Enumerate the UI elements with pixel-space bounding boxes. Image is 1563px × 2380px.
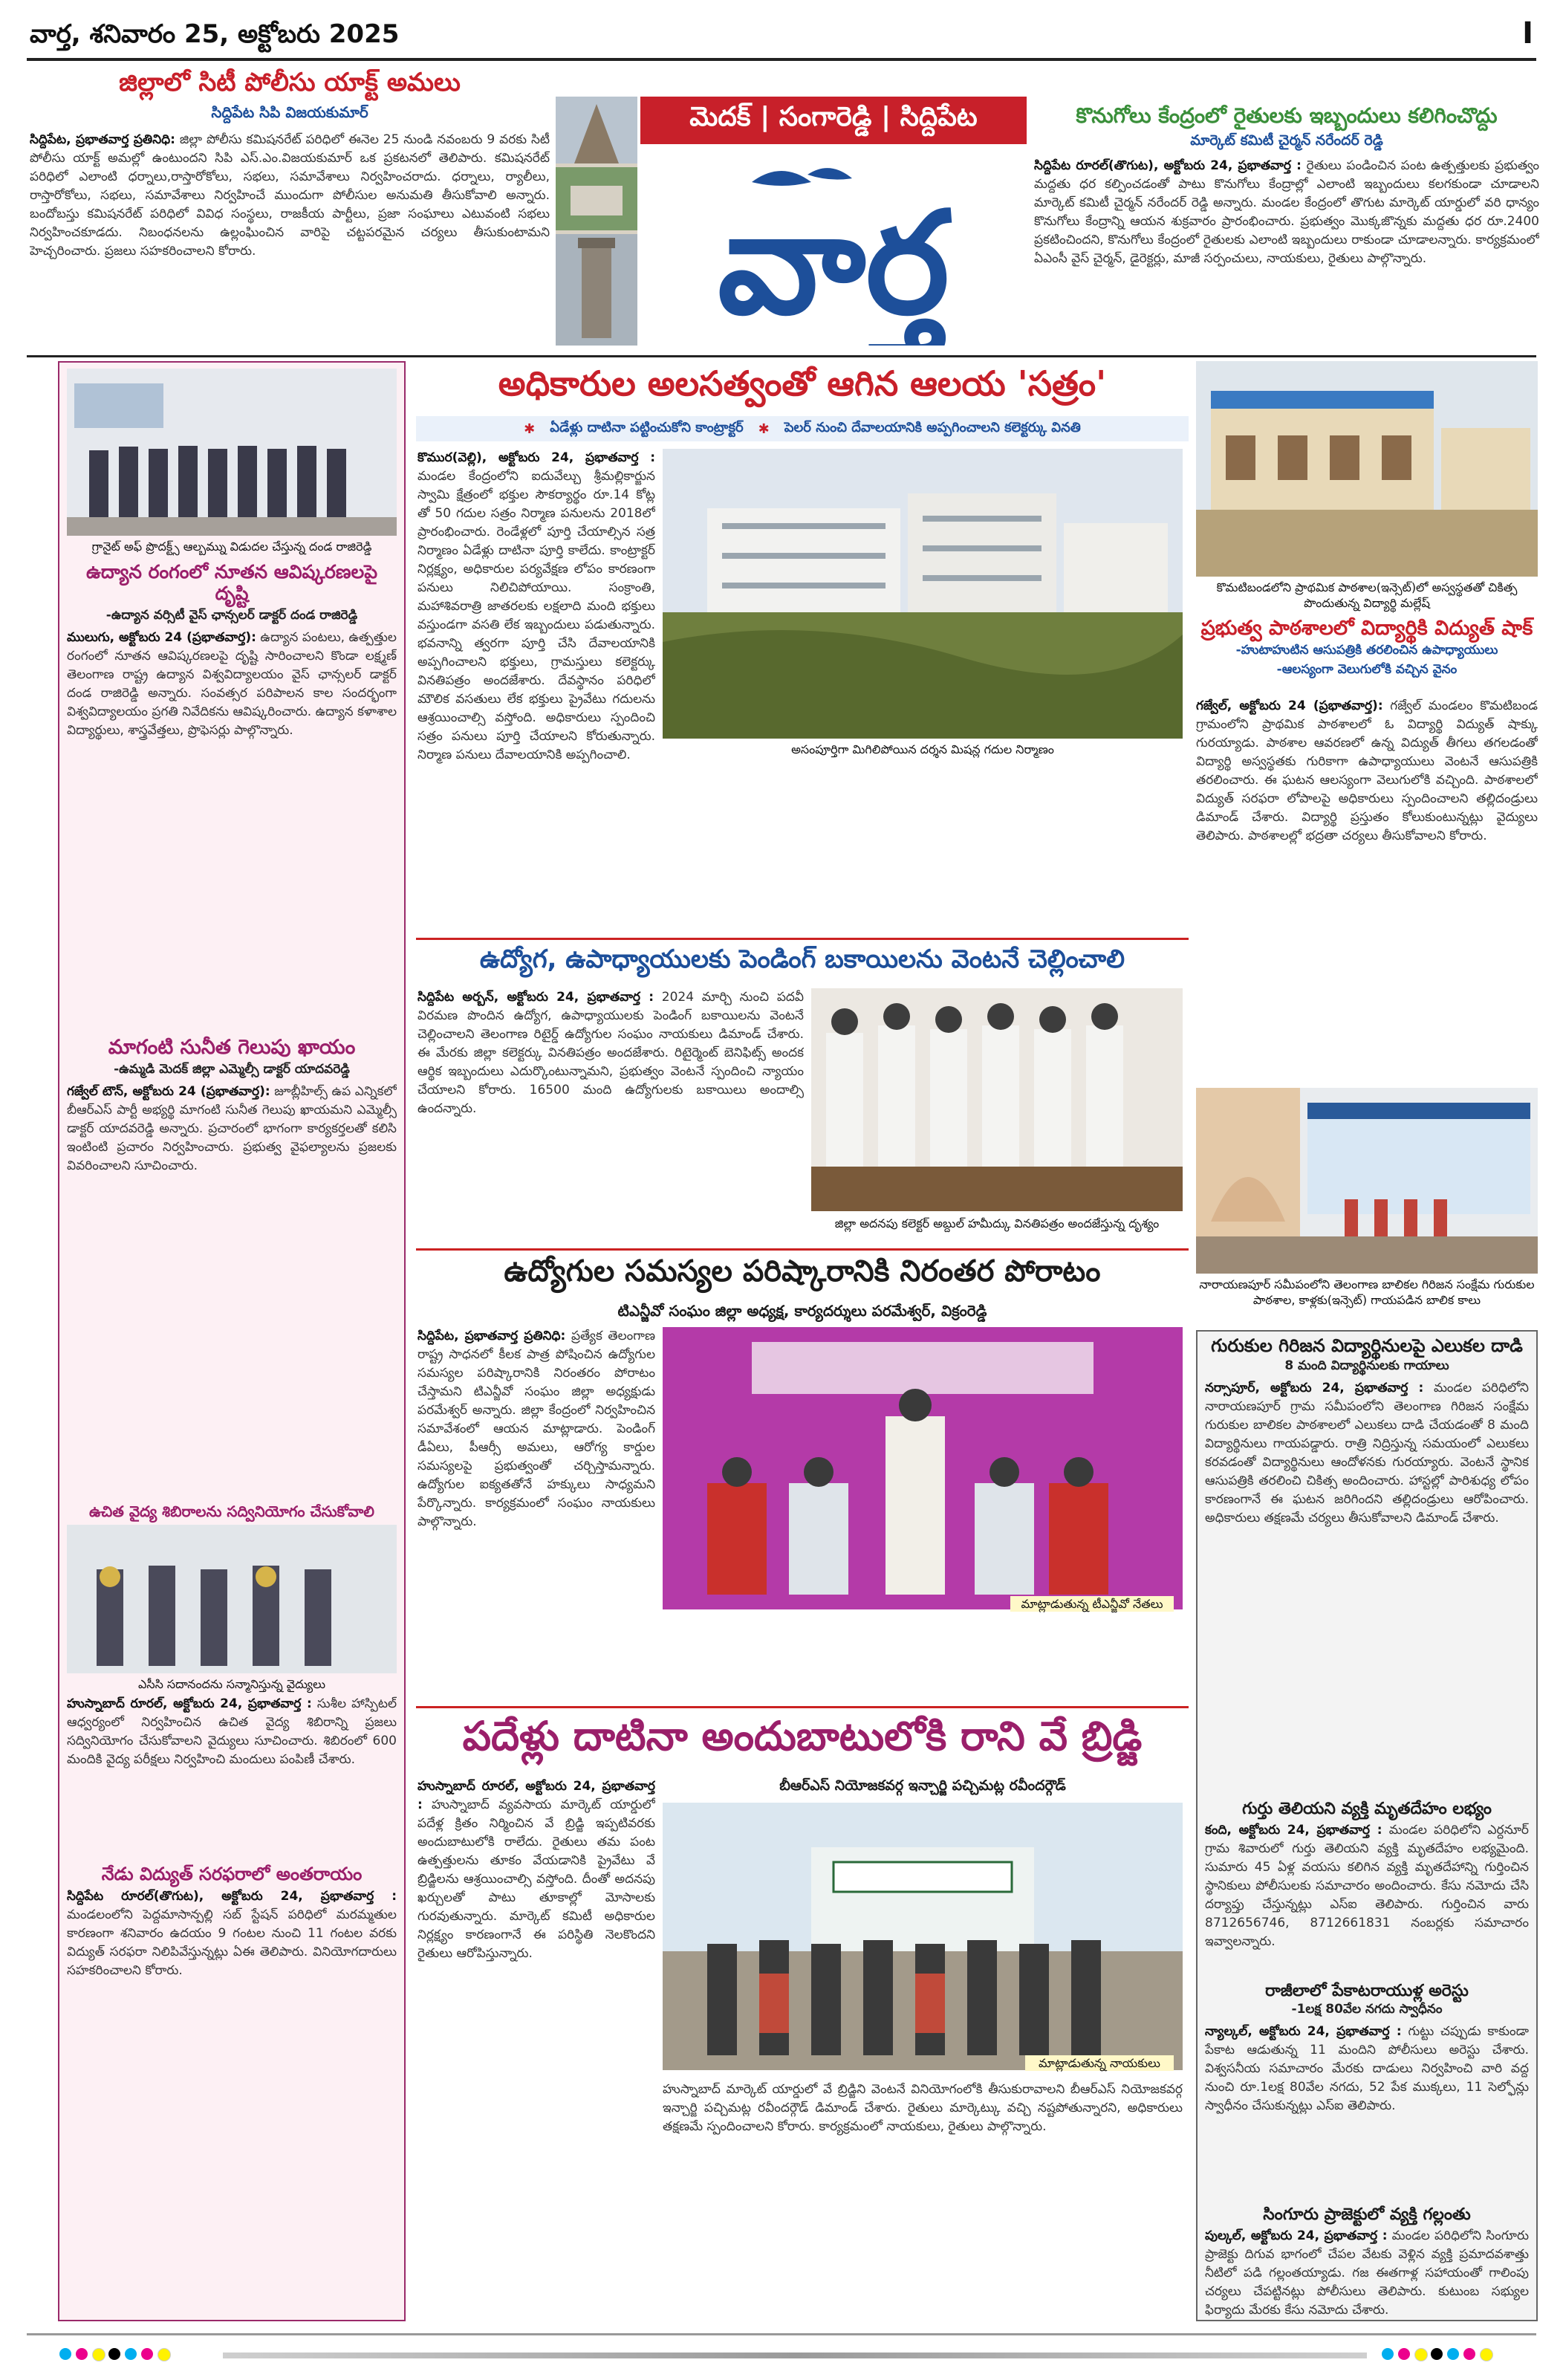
page-number: I (1522, 16, 1533, 51)
story-dateline: కొముర(వెల్లి), అక్టోబరు 24, ప్రభాతవార్త : (417, 450, 655, 465)
story-body: ఉద్యాన పంటలు, ఉత్పత్తుల రంగంలో నూతన ఆవిష్కరణలపై దృష్టి సారించాలని కొండా లక్ష్మణ్ తెలంగాణ రాష్ట్ర ఉద్యాన విశ్వవిద్యాలయం వైస్ ఛాన్సలర్ డాక్టర్ దండ రాజిరెడ్డి అన్నారు. సంవత్సర పరిపాలన కాల సందర్భంగా విశ్వవిద్యాలయం ప్రగతి నివేదికను ఆవిష్కరించారు. ఉద్యాన కళాశాల విద్యార్థులు, శాస్త్రవేత్తలు, ప్రొఫెసర్లు పాల్గొన్నారు. (67, 629, 397, 738)
story-body: మండల పరిధిలోని నారాయణపూర్ గ్రామ సమీపంలోని తెలంగాణ గిరిజన సంక్షేమ గురుకుల బాలికల పాఠశాలలో ఎలుకలు దాడి చేయడంతో 8 మంది విద్యార్థినులు గాయపడ్డారు. రాత్రి నిద్రిస్తున్న సమయంలో ఎలుకలు కరవడంతో విద్యార్థినులు ఆందోళనకు గురయ్యారు. వెంటనే స్థానిక ఆసుపత్రికి తరలించి చికిత్స అందించారు. హాస్టల్లో పారిశుధ్య లోపం కారణంగానే ఈ ఘటన జరిగిందని తల్లిదండ్రులు ఆరోపించారు. అధికారులు తక్షణమే చర్యలు తీసుకోవాలని డిమాండ్ చేశారు. (1205, 1380, 1529, 1525)
header-rule (27, 58, 1536, 61)
employees-headline-box (416, 945, 1189, 982)
photo-title: టిఎన్జీవో సంఘం జిల్లా అధ్యక్ష, కార్యదర్శులు పరమేశ్వర్, విక్రంరెడ్డి (617, 1302, 987, 1320)
footer-rule (27, 2333, 1536, 2335)
photo-caption: కొమటిబండలోని ప్రాథమిక పాఠశాల(ఇన్సెట్)లో అస్వస్థతతో చికిత్స పొందుతున్న విద్యార్థి మల్లేష్ (1216, 580, 1518, 610)
photo-caption: అసంపూర్తిగా మిగిలిపోయిన దర్శన మిషన్ల గదుల నిర్మాణం (791, 742, 1054, 756)
school-body (1196, 697, 1538, 1083)
story-headline: జిల్లాలో సిటీ పోలీసు యాక్ట్ అమలు (119, 68, 461, 97)
photo-caption: గ్రానైట్ అఫ్ ప్రొదక్ట్స్ ఆల్బమ్ను విడుదల చేస్తున్న దండ రాజిరెడ్డి (91, 539, 372, 554)
bridge-body-right (663, 2081, 1183, 2318)
left-photo-1 (67, 369, 397, 536)
masthead-rule (27, 355, 1536, 357)
story-headline: రాజీలాలో పేకాటరాయుళ్ల అరెస్టు (1265, 1981, 1469, 2000)
photo-caption: జిల్లా అదనపు కలెక్టర్ అబ్దుల్ హమీద్కు వినతిపత్రం అందజేస్తున్న దృశ్యం (834, 1216, 1160, 1230)
story-subhead: -ఆలస్యంగా వెలుగులోకి వచ్చిన వైనం (1276, 662, 1458, 678)
header-line: వార్త, శనివారం 25, అక్టోబరు 2025 (30, 19, 400, 49)
story-body: ప్రత్యేక తెలంగాణ రాష్ట్ర సాధనలో కీలక పాత్ర పోషించిన ఉద్యోగుల సమస్యల పరిష్కారానికి నిరంతరం పోరాటం చేస్తామని టిఎన్జీవో సంఘం జిల్లా అధ్యక్షుడు పరమేశ్వర్ అన్నారు. జిల్లా కేంద్రంలో నిర్వహించిన సమావేశంలో ఆయన మాట్లాడారు. పెండింగ్ డీఏలు, పీఆర్సీ అమలు, ఆరోగ్య కార్డుల సమస్యలపై ప్రభుత్వంతో చర్చిస్తామన్నారు. ఉద్యోగుల ఐక్యతతోనే హక్కులు సాధ్యమని పేర్కొన్నారు. కార్యక్రమంలో సంఘం నాయకులు పాల్గొన్నారు. (417, 1329, 655, 1529)
section-rule (416, 938, 1189, 940)
story-dateline: న్యాల్కల్, అక్టోబరు 24, ప్రభాతవార్త : (1205, 2024, 1402, 2040)
story-dateline: గజ్వేల్, అక్టోబరు 24 (ప్రభాతవార్త): (1196, 698, 1383, 713)
story-headline: ఉద్యోగుల సమస్యల పరిష్కారానికి నిరంతర పోరాటం (504, 1254, 1101, 1288)
story-body: జూబ్లీహిల్స్ ఉప ఎన్నికలో బీఆర్ఎస్ పార్టీ అభ్యర్థి మాగంటి సునీత గెలుపు ఖాయమని ఎమ్మెల్సీ డాక్టర్ యాదవరెడ్డి అన్నారు. ప్రచారంలో భాగంగా కార్యకర్తలతో కలిసి ఇంటింటి ప్రచారం నిర్వహించారు. ప్రభుత్వ వైఫల్యాలను ప్రజలకు వివరించాలని సూచించారు. (67, 1083, 397, 1173)
story-body: రైతులు పండించిన పంట ఉత్పత్తులకు ప్రభుత్వం మద్దతు ధర కల్పించడంతో పాటు కొనుగోలు కేంద్రాల్లో ఎలాంటి ఇబ్బందులు కలగకుండా చూడాలని మార్కెట్ కమిటీ చైర్మన్ నరేందర్ రెడ్డి అన్నారు. మండల కేంద్రంలో తొగుట మార్కెట్ యార్డులో వరి ధాన్యం కొనుగోలు కేంద్రాన్ని ఆయన శుక్రవారం ప్రారంభించారు. ప్రభుత్వం మొక్కజొన్నకు మద్దతు ధర రూ.2400 ప్రకటించిందని, కొనుగోలు కేంద్రంలో రైతులకు ఎలాంటి ఇబ్బందులు రాకుండా చూడాలన్నారు. కార్యక్రమంలో ఏఎంసీ వైస్ చైర్మన్, డైరెక్టర్లు, మాజీ సర్పంచులు, నాయకులు, రైతులు పాల్గొన్నారు. (1034, 158, 1539, 267)
school-headline-box (1196, 617, 1538, 691)
lead-headline: అధికారుల అలసత్వంతో ఆగిన ఆలయ 'సత్రం' (498, 363, 1107, 403)
story-body: హుస్నాబాద్ వ్యవసాయ మార్కెట్ యార్డులో పదేళ్ల క్రితం నిర్మించిన వే బ్రిడ్జి ఇప్పటివరకు అందుబాటులోకి రాలేదు. రైతులు తమ పంట ఉత్పత్తులను తూకం వేయడానికి ప్రైవేటు వే బ్రిడ్జిలను ఆశ్రయించాల్సి వస్తోంది. దీంతో అదనపు ఖర్చులతో పాటు తూకాల్లో మోసాలకు గురవుతున్నారు. మార్కెట్ కమిటీ అధికారుల నిర్లక్ష్యం కారణంగానే ఈ పరిస్థితి నెలకొందని రైతులు ఆరోపిస్తున్నారు. (417, 1797, 655, 1961)
story-dateline: సిద్దిపేట అర్బన్, అక్టోబరు 24, ప్రభాతవార్త : (417, 990, 654, 1005)
top-left-story (30, 68, 550, 351)
masthead-logo (640, 149, 1027, 349)
section-rule (416, 1248, 1189, 1251)
story-body: గుట్టు చప్పుడు కాకుండా పేకాట ఆడుతున్న 11 మందిని పోలీసులు అరెస్టు చేశారు. విశ్వసనీయ సమాచారం మేరకు దాడులు నిర్వహించి వారి వద్ద నుంచి రూ.1లక్ష 80వేల నగదు, 52 పేక ముక్కలు, 11 సెల్ఫోన్లు స్వాధీనం చేసుకున్నట్లు ఎస్ఐ తెలిపారు. (1205, 2024, 1529, 2114)
story-headline: నేడు విద్యుత్ సరఫరాలో అంతరాయం (101, 1863, 363, 1884)
lead-headline-box (416, 364, 1189, 410)
story-body: మండల కేంద్రంలోని ఐదువేల్చు శ్రీమల్లికార్జున స్వామి క్షేత్రంలో భక్తుల సౌకర్యార్థం రూ.14 కోట్ల తో 50 గదుల సత్రం నిర్మాణ పనులను 2018లో ప్రారంభించారు. రెండేళ్లలో పూర్తి చేయాల్సిన సత్ర నిర్మాణం ఏడేళ్లు దాటినా పూర్తి కాలేదు. కాంట్రాక్టర్ నిర్లక్ష్యం, అధికారుల పర్యవేక్షణ లోపం కారణంగా పనులు నిలిచిపోయాయి. సంక్రాంతి, మహాశివరాత్రి జాతరలకు లక్షలాది మంది భక్తులు వస్తుండగా వసతి లేక ఇబ్బందులు పడుతున్నారు. భవనాన్ని త్వరగా పూర్తి చేసి దేవాలయానికి అప్పగించాలని భక్తులు, గ్రామస్తులు కలెక్టర్కు వినతిపత్రం అందజేశారు. దేవస్థానం పరిధిలో మౌలిక వసతులు లేక భక్తులు ప్రైవేటు గదులను ఆశ్రయించాల్సి వస్తోంది. అధికారులు స్పందించి సత్రం పనులు పూర్తి చేయాలని కోరుతున్నారు. నిర్మాణ పనులు దేవాలయానికి అప్పగించాలి. (417, 469, 655, 762)
color-registration-left (59, 2348, 208, 2363)
gurukul-photo (1196, 1088, 1538, 1274)
story-dateline: కంది, అక్టోబరు 24, ప్రభాతవార్త : (1205, 1822, 1382, 1838)
logo-text: వార్త (718, 181, 949, 346)
story-subhead: మార్కెట్ కమిటీ చైర్మన్ నరేందర్ రెడ్డి (1190, 132, 1383, 149)
story-headline: ప్రభుత్వ పాఠశాలలో విద్యార్థికి విద్యుత్ షాక్ (1200, 617, 1533, 640)
story-dateline: సిద్దిపేట, ప్రభాతవార్త ప్రతినిధి: (417, 1329, 566, 1343)
right-column-box (1196, 1330, 1538, 2321)
bullet-icon: ✱ (524, 421, 536, 437)
story-subhead: -హుటాహుటిన ఆసుపత్రికి తరలించిన ఉపాధ్యాయులు (1235, 643, 1498, 658)
story-dateline: సిద్దిపేట రూరల్(తొగుట), అక్టోబరు 24, ప్రభాతవార్త : (67, 1889, 397, 1904)
story-body: జిల్లా పోలీసు కమిషనరేట్ పరిధిలో ఈనెల 25 నుండి నవంబరు 9 వరకు సిటీ పోలీసు యాక్ట్ అమల్లో ఉంటుందని సిపి ఎస్.ఎం.విజయకుమార్ ఒక ప్రకటనలో తెలిపారు. కమిషనరేట్ పరిధిలో ఎలాంటి ధర్నాలు,రాస్తారోకోలు, సభలు, సమావేశాలు నిర్వహించరాదు. ధర్నాలు, ర్యాలీలు, రాస్తారోకోలు, సభలు, సమావేశాలు నిర్వహించే ముందుగా పోలీసుల అనుమతి తీసుకోవాలి అన్నారు. బందోబస్తు కమిషనరేట్ పరిధిలో వివిధ సంస్థలు, రాజకీయ పార్టీలు, ప్రజా సంఘాలు ఎటువంటి సభలు నిర్వహించకూడదు. నిబంధనలను ఉల్లంఘించిన వారిపై చట్టపరమైన చర్యలు తీసుకుంటామని హెచ్చరించారు. ప్రజలు సహకరించాలని కోరారు. (30, 132, 550, 259)
story-dateline: గజ్వేల్ టౌన్, అక్టోబరు 24 (ప్రభాతవార్త): (67, 1083, 270, 1099)
story-headline: ఉద్యాన రంగంలో నూతన ఆవిష్కరణలపై దృష్టి (85, 561, 377, 604)
story-body: 2024 మార్చి నుంచి పదవీ విరమణ పొందిన ఉద్యోగ, ఉపాధ్యాయులకు పెండింగ్ బకాయిలను వెంటనే చెల్లించాలని తెలంగాణ రిటైర్డ్ ఉద్యోగుల సంఘం నాయకులు డిమాండ్ చేశారు. ఈ మేరకు జిల్లా కలెక్టర్కు వినతిపత్రం అందజేశారు. రిటైర్మెంట్ బెనిఫిట్స్ అందక ఆర్థిక ఇబ్బందులు ఎదుర్కొంటున్నామని, ప్రభుత్వం వెంటనే స్పందించి న్యాయం చేయాలని కోరారు. 16500 మంది ఉద్యోగులకు బకాయిలు అందాల్సి ఉందన్నారు. (417, 990, 804, 1116)
kicker: పెలర్ నుంచి దేవాలయానికి అప్పగించాలని కలెక్టర్కు వినతి (784, 419, 1081, 435)
story-headline: గురుకుల గిరిజన విద్యార్థినులపై ఎలుకల దాడి (1211, 1335, 1523, 1356)
story-dateline: సిద్దిపేట రూరల్(తొగుట), అక్టోబరు 24, ప్రభాతవార్త : (1034, 158, 1302, 174)
photo-caption: మాట్లాడుతున్న టీఎన్జీవో నేతలు (1010, 1596, 1174, 1612)
story-body: మండల పరిధిలోని ఎర్దనూర్ గ్రామ శివారులో గుర్తు తెలియని వ్యక్తి మృతదేహం లభ్యమైంది. సుమారు 45 ఏళ్ల వయసు కలిగిన వ్యక్తి మృతదేహాన్ని గుర్తించిన స్థానికులు పోలీసులకు సమాచారం అందించారు. కేసు నమోదు చేసి దర్యాప్తు చేస్తున్నట్లు ఎస్ఐ తెలిపారు. గుర్తించిన వారు 8712656746, 8712661831 నంబర్లకు సమాచారం ఇవ్వాలన్నారు. (1205, 1822, 1529, 1949)
school-photo (1196, 361, 1538, 577)
story-body: మండల పరిధిలోని సింగూరు ప్రాజెక్టు దిగువ భాగంలో చేపల వేటకు వెళ్లిన వ్యక్తి ప్రమాదవశాత్తు నీటిలో పడి గల్లంతయ్యాడు. గజ ఈతగాళ్ల సహాయంతో గాలింపు చర్యలు చేపట్టినట్లు పోలీసులు తెలిపారు. కుటుంబ సభ్యుల ఫిర్యాదు మేరకు కేసు నమోదు చేశారు. (1205, 2228, 1529, 2318)
story-dateline: హుస్నాబాద్ రూరల్, అక్టోబరు 24, ప్రభాతవార్త : (67, 1696, 312, 1711)
photo-caption: మాట్లాడుతున్న నాయకులు (1025, 2055, 1174, 2071)
story-headline: ఉద్యోగ, ఉపాధ్యాయులకు పెండింగ్ బకాయిలను వెంటనే చెల్లించాలి (479, 944, 1125, 974)
story-dateline: నర్సాపూర్, అక్టోబరు 24, ప్రభాతవార్త : (1205, 1380, 1424, 1395)
employees-body (417, 988, 804, 1241)
story-dateline: పుల్కల్, అక్టోబరు 24, ప్రభాతవార్త : (1205, 2228, 1388, 2244)
story-dateline: హుస్నాబాద్ రూరల్, అక్టోబరు 24, ప్రభాతవార్త : (417, 1779, 655, 1812)
story-dateline: సిద్దిపేట, ప్రభాతవార్త ప్రతినిధి: (30, 132, 175, 148)
story-headline: ఉచిత వైద్య శిబిరాలను సద్వినియోగం చేసుకోవాలి (89, 1502, 374, 1520)
photo-caption: ఎసీసి సదానందను సన్మానిస్తున్న వైద్యులు (137, 1676, 326, 1691)
kicker: ఏడేళ్లు దాటినా పట్టించుకోని కాంట్రాక్టర్ (550, 419, 744, 435)
story-dateline: ములుగు, అక్టోబరు 24 (ప్రభాతవార్త): (67, 629, 256, 645)
left-column (58, 361, 406, 2321)
lead-body-left (417, 449, 655, 932)
color-registration-right (1382, 2348, 1530, 2363)
story-subhead: సిద్దిపేట సిపి విజయకుమార్ (211, 103, 368, 122)
story-headline: మాగంటి సునీత గెలుపు ఖాయం (108, 1035, 356, 1059)
masthead-temple-photo (556, 97, 637, 346)
story-subhead: -1లక్ష 80వేల నగదు స్వాధీనం (1291, 2002, 1443, 2017)
story-headline: గుర్తు తెలియని వ్యక్తి మృతదేహం లభ్యం (1242, 1799, 1492, 1818)
top-right-story (1034, 104, 1539, 351)
employees-photo (811, 988, 1183, 1211)
lead-kickers (416, 416, 1189, 441)
bullet-icon: ✱ (758, 421, 770, 437)
story-headline: కొనుగోలు కేంద్రంలో రైతులకు ఇబ్బందులు కలిగించొద్దు (1076, 103, 1498, 128)
story-subhead: -ఉద్యాన వర్సిటీ వైస్ ఛాన్సలర్ డాక్టర్ దండ రాజిరెడ్డి (105, 607, 358, 623)
story-body: గజ్వేల్ మండలం కొమటిబండ గ్రామంలోని ప్రాథమిక పాఠశాలలో ఓ విద్యార్థి విద్యుత్ షాక్కు గురయ్యాడు. పాఠశాల ఆవరణలో ఉన్న విద్యుత్ తీగలు తగలడంతో విద్యార్థి అస్వస్థతకు గురికాగా ఉపాధ్యాయులు వెంటనే ఆసుపత్రికి తరలించారు. ఈ ఘటన ఆలస్యంగా వెలుగులోకి వచ్చింది. పాఠశాలలో విద్యుత్ సరఫరా లోపాలపై అధికారులు స్పందించాలని తల్లిదండ్రులు డిమాండ్ చేశారు. విద్యార్థి ప్రస్తుతం కోలుకుంటున్నట్లు వైద్యులు తెలిపారు. పాఠశాలల్లో భద్రతా చర్యలు తీసుకోవాలని కోరారు. (1196, 698, 1538, 843)
photo-caption: నారాయణపూర్ సమీపంలోని తెలంగాణ బాలికల గిరిజన సంక్షేమ గురుకుల పాఠశాల, కాళ్లకు(ఇన్సెట్) గాయపడిన బాలిక కాలు (1199, 1277, 1535, 1307)
edition-banner: మెదక్ | సంగారెడ్డి | సిద్దిపేట (640, 97, 1027, 144)
photo-title: బీఆర్ఎస్ నియోజకవర్గ ఇన్చార్జి పచ్చిమట్ల రవీందర్గౌడ్ (779, 1777, 1066, 1794)
section-rule (416, 1706, 1189, 1708)
story-headline: సింగూరు ప్రాజెక్టులో వ్యక్తి గల్లంతు (1263, 2205, 1471, 2225)
story-body: మండలంలోని పెద్దమాసాన్పల్లి సబ్ స్టేషన్ పరిధిలో మరమ్మతుల కారణంగా శనివారం ఉదయం 9 గంటల నుంచి 11 గంటల వరకు విద్యుత్ సరఫరా నిలిపివేస్తున్నట్లు ఏఈ తెలిపారు. వినియోగదారులు సహకరించాలని కోరారు. (67, 1907, 397, 1979)
story-headline: పదేళ్లు దాటినా అందుబాటులోకి రాని వే బ్రిడ్జి (462, 1713, 1143, 1760)
logo-graphic (648, 152, 1019, 346)
lead-photo (663, 449, 1183, 739)
bridge-photo (663, 1803, 1183, 2070)
tngo-photo (663, 1327, 1183, 1609)
bridge-body-left (417, 1777, 655, 2320)
tngo-body-left (417, 1327, 655, 1699)
tngo-headline-box (416, 1254, 1189, 1299)
grey-gradient-bar (223, 2353, 1367, 2358)
bridge-headline-box (416, 1713, 1189, 1770)
story-subhead: 8 మంది విద్యార్థినులకు గాయాలు (1284, 1358, 1449, 1373)
story-body: హుస్నాబాద్ మార్కెట్ యార్డులో వే బ్రిడ్జిని వెంటనే వినియోగంలోకి తీసుకురావాలని బీఆర్ఎస్ నియోజకవర్గ ఇన్చార్జి పచ్చిమట్ల రవీందర్గౌడ్ డిమాండ్ చేశారు. రైతులు మార్కెట్కు వచ్చి నష్టపోతున్నారని, అధికారులు తక్షణమే స్పందించాలని కోరారు. కార్యక్రమంలో నాయకులు, రైతులు పాల్గొన్నారు. (663, 2082, 1183, 2134)
left-photo-2 (67, 1525, 397, 1673)
story-subhead: -ఉమ్మడి మెదక్ జిల్లా ఎమ్మెల్సీ డాక్టర్ యాదవరెడ్డి (114, 1061, 350, 1077)
story-body: సుశీల హాస్పిటల్ ఆధ్వర్యంలో నిర్వహించిన ఉచిత వైద్య శిబిరాన్ని ప్రజలు సద్వినియోగం చేసుకోవాలని వైద్యులు సూచించారు. శిబిరంలో 600 మందికి వైద్య పరీక్షలు నిర్వహించి మందులు పంపిణీ చేశారు. (67, 1696, 397, 1767)
